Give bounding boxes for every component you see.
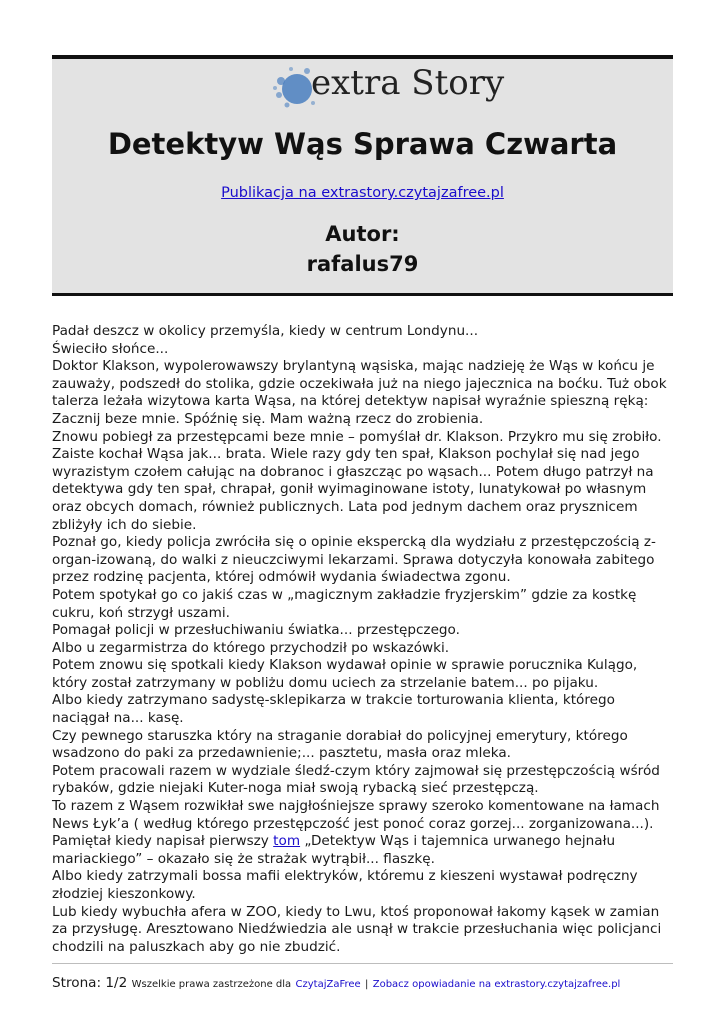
story-paragraph: Potem spotykał go co jakiś czas w „magicznym zakładzie fryzjerskim” gdzie za kostkę cukru, koń strzygł uszami. [52,586,637,621]
story-paragraph: Doktor Klakson, wypolerowawszy brylantyną wąsiska, mając nadzieję że Wąs w końcu je zauważy, podszedł do stolika, gdzie oczekiwała już na niego jajecznica na boćku. Tuż obok talerza leżała wizytowa karta Wąsa, na której detektyw napisał wyraźnie spieszną ręką: Zacznij beze mnie. Spóźnię się. Mam ważną rzecz do zrobienia. [52,358,667,427]
page-number: Strona: 1/2 [52,975,128,991]
story-content [52,323,675,956]
footer-divider [52,963,673,964]
story-paragraph-with-link [52,833,675,868]
story-paragraph: Albo kiedy zatrzymano sadystę-sklepikarza w trakcie torturowania klienta, którego naciągał na... kasę. [52,692,615,727]
story-paragraph: Pomagał policji w przesłuchiwaniu światka... przestępczego. [52,622,460,639]
tom-text-after: „Detektyw Wąs i tajemnica urwanego hejnału mariackiego” – okazało się że strażak wytrąbił... flaszkę. [52,833,616,867]
story-paragraph: Albo kiedy zatrzymali bossa mafii elektryków, któremu z kieszeni wystawał podręczny złodziej kieszonkowy. [52,868,638,902]
story-paragraph: To razem z Wąsem rozwikłał swe najgłośniejsze sprawy szeroko komentowane na łamach News Łyk’a ( według którego przestępczość jest ponoć coraz gorzej... zorganizowana...). [52,798,660,832]
story-paragraph: Padał deszcz w okolicy przemyśla, kiedy w centrum Londynu... [52,323,479,339]
footer-separator: | [365,979,369,990]
author-name: rafalus79 [306,252,419,276]
publication-link[interactable]: Publikacja na extrastory.czytajzafree.pl [221,185,504,201]
story-paragraph: Znowu pobiegł za przestępcami beze mnie – pomyślał dr. Klakson. Przykro mu się zrobiło. Zaiste kochał Wąsa jak... brata. Wiele razy gdy ten spał, Klakson pochylał się nad jego wyrazistym czołem całując na dobranoc i głaszcząc po wąsach... Potem długo patrzył na detektywa gdy ten spał, chrapał, gonił wyimaginowane istoty, lunatykował po własnym oraz obcych domach, również publicznych. Lata pod jednym dachem oraz prysznicem zbliżyły ich do siebie. [52,428,662,533]
header-box [52,55,673,296]
story-paragraph: Czy pewnego staruszka który na straganie dorabiał do policyjnej emerytury, którego wsadzono do paki za przedawnienie;... pasztetu, masła oraz mleka. [52,727,628,762]
tom-link[interactable]: tom [273,833,301,850]
read-story-link[interactable]: Zobacz opowiadanie na extrastory.czytajzafree.pl [372,979,621,990]
story-paragraph: Poznał go, kiedy policja zwróciła się o opinie ekspercką dla wydziału z przestępczością z-organ-izowaną, do walki z nieuczciwymi lekarzami. Sprawa dotyczyła konowała zabitego przez rodzinę pacjenta, której odmówił wydania świadectwa zgonu. [52,534,656,586]
story-title: Detektyw Wąs Sprawa Czwarta [107,127,618,161]
story-paragraph: Potem znowu się spotkali kiedy Klakson wydawał opinie w sprawie porucznika Kulągo, który został zatrzymany w pobliżu domu uciech za strzelanie batem... po pijaku. [52,657,638,691]
story-paragraph: Albo u zegarmistrza do którego przychodził po wskazówki. [52,639,450,656]
rights-text: Wszelkie prawa zastrzeżone dla [131,979,292,990]
czytajzafree-link[interactable]: CzytajZaFree [295,979,361,990]
page-footer [52,975,692,991]
site-logo[interactable] [267,63,505,113]
tom-text-before: Pamiętał kiedy napisał pierwszy [52,833,274,850]
story-paragraph: Lub kiedy wybuchła afera w ZOO, kiedy to Lwu, ktoś proponował łakomy kąsek w zamian za przysługę. Aresztowano Niedźwiedzia ale usnął w trakcie przesłuchania więc policjanci chodzili na paluszkach aby go nie zbudzić. [52,903,662,955]
author-label: Autor: [325,222,400,246]
story-paragraph: Potem pracowali razem w wydziale śledź-czym który zajmował się przestępczością wśród rybaków, gdzie niejaki Kuter-noga miał swoją rybacką sieć przestępczą. [52,762,660,797]
logo-text: extra Story [311,63,505,103]
story-paragraph: Świeciło słońce... [52,340,169,357]
